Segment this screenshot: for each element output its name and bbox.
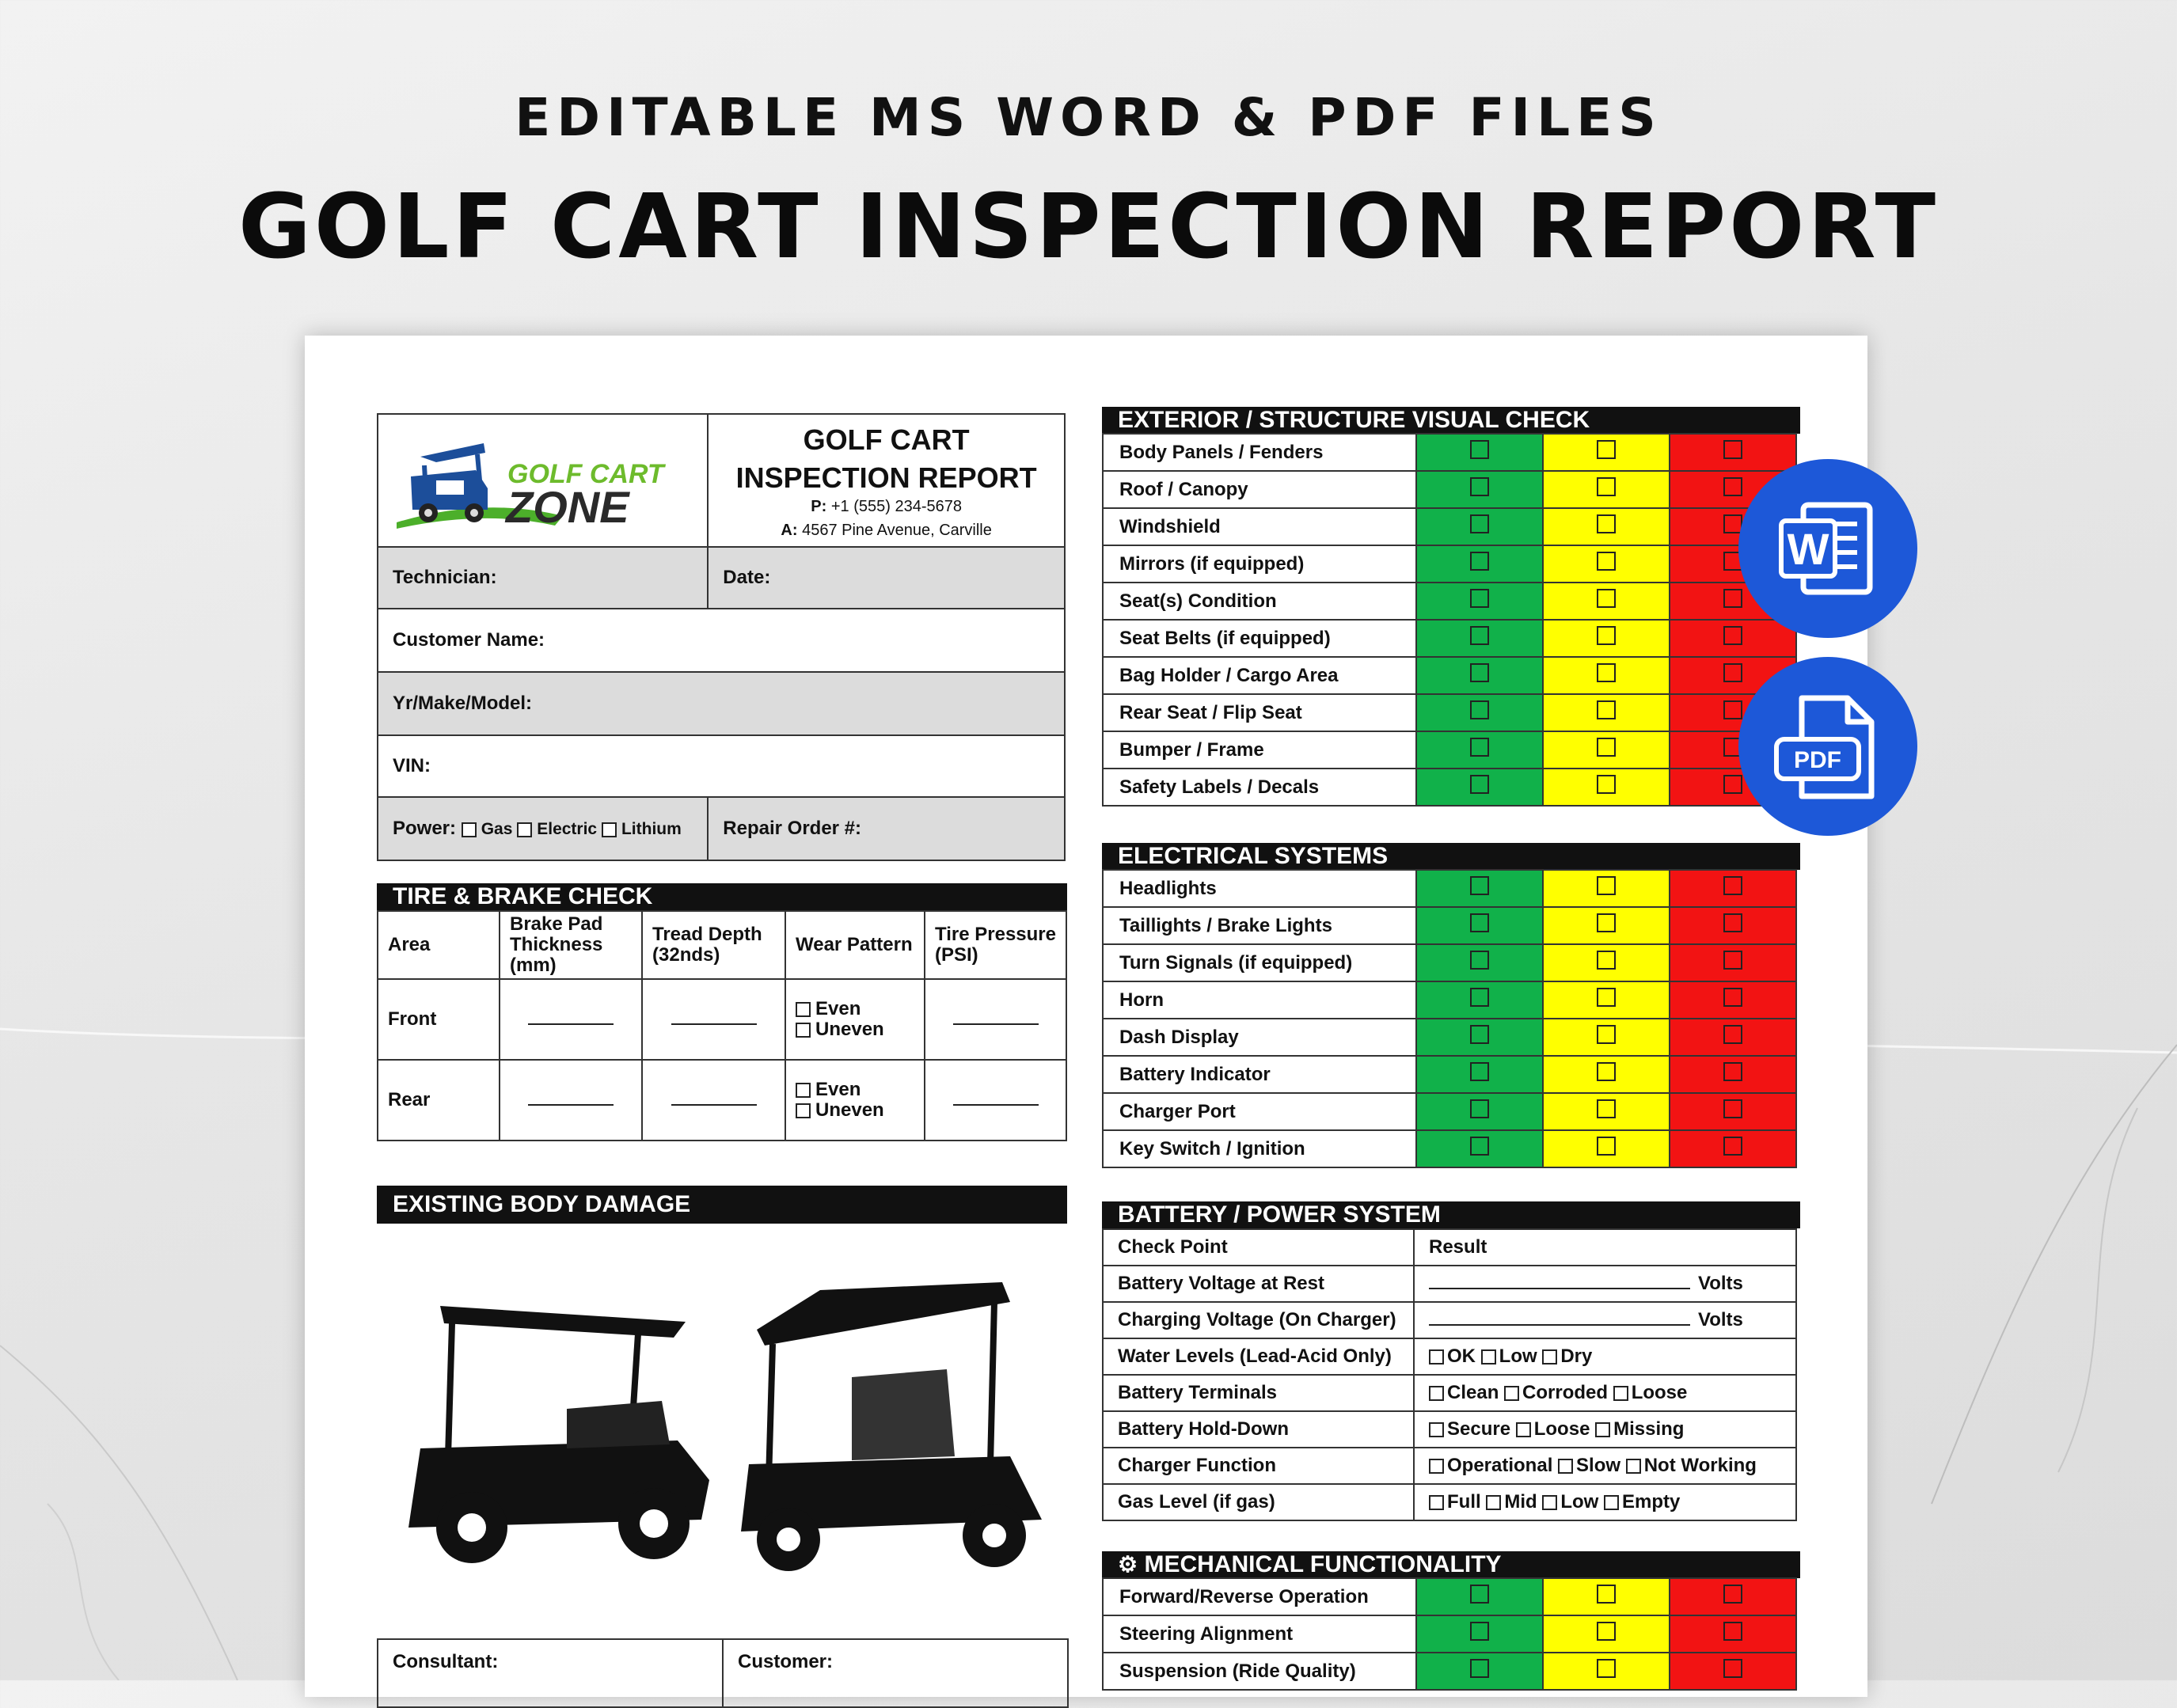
- mechanical-table: [1102, 1577, 1797, 1691]
- golf-cart-side-icon: [408, 1306, 709, 1563]
- mechanical-item-label: Forward/Reverse Operation: [1103, 1578, 1416, 1615]
- caution-checkbox[interactable]: [1597, 1062, 1616, 1081]
- caution-checkbox[interactable]: [1597, 626, 1616, 645]
- good-checkbox[interactable]: [1470, 1622, 1489, 1641]
- caution-checkbox[interactable]: [1597, 1137, 1616, 1156]
- golf-cart-front-icon: [741, 1282, 1042, 1571]
- electrical-good-cell: [1416, 1056, 1543, 1093]
- caution-checkbox[interactable]: [1597, 876, 1616, 895]
- logo-text-top: GOLF CART: [507, 459, 664, 489]
- good-checkbox[interactable]: [1470, 951, 1489, 970]
- table-row: [1103, 1019, 1796, 1056]
- exterior-item-label: Roof / Canopy: [1103, 471, 1416, 508]
- word-badge: [1738, 459, 1917, 638]
- electrical-bad-cell: [1670, 1019, 1796, 1056]
- electrical-caution-cell: [1543, 1056, 1670, 1093]
- mid-checkbox[interactable]: [1486, 1495, 1501, 1510]
- good-checkbox[interactable]: [1470, 1659, 1489, 1678]
- col-wear-pattern: Wear Pattern: [785, 911, 925, 979]
- caution-checkbox[interactable]: [1597, 1585, 1616, 1604]
- electrical-item-label: Headlights: [1103, 870, 1416, 907]
- mechanical-bad-cell: [1670, 1615, 1796, 1653]
- electrical-item-label: Horn: [1103, 981, 1416, 1019]
- caution-checkbox[interactable]: [1597, 514, 1616, 533]
- exterior-item-label: Seat(s) Condition: [1103, 583, 1416, 620]
- electrical-table: [1102, 869, 1797, 1168]
- table-row: [1103, 870, 1796, 907]
- tire-brake-title: TIRE & BRAKE CHECK: [377, 883, 1067, 910]
- option-label: Missing: [1613, 1418, 1685, 1440]
- power-options: [462, 820, 682, 838]
- battery-hold-down-options: [1414, 1411, 1796, 1448]
- electrical-caution-cell: [1543, 870, 1670, 907]
- mechanical-caution-cell: [1543, 1578, 1670, 1615]
- signature-table: [377, 1638, 1069, 1708]
- electrical-item-label: Key Switch / Ignition: [1103, 1130, 1416, 1167]
- electrical-item-label: Charger Port: [1103, 1093, 1416, 1130]
- mechanical-item-label: Suspension (Ride Quality): [1103, 1653, 1416, 1690]
- caution-checkbox[interactable]: [1597, 738, 1616, 757]
- exterior-good-cell: [1416, 657, 1543, 694]
- mechanical-bad-cell: [1670, 1653, 1796, 1690]
- electrical-item-label: Dash Display: [1103, 1019, 1416, 1056]
- power-field: [378, 797, 708, 860]
- option-label: Not Working: [1643, 1455, 1757, 1476]
- table-row: [1103, 1338, 1796, 1375]
- logo-text-bottom: ZONE: [505, 482, 629, 532]
- electrical-good-cell: [1416, 944, 1543, 981]
- option-label: Loose: [1631, 1382, 1688, 1403]
- battery-table: [1102, 1228, 1797, 1521]
- clean-checkbox[interactable]: [1429, 1386, 1444, 1401]
- electrical-good-cell: [1416, 1130, 1543, 1167]
- electrical-good-cell: [1416, 907, 1543, 944]
- mechanical-good-cell: [1416, 1653, 1543, 1690]
- customer-name-field[interactable]: Customer Name:: [378, 609, 1065, 672]
- pdf-label: PDF: [1794, 747, 1841, 773]
- caution-checkbox[interactable]: [1597, 1099, 1616, 1118]
- mechanical-title: [1102, 1551, 1800, 1578]
- caution-checkbox[interactable]: [1597, 1622, 1616, 1641]
- gas-level-options: [1414, 1484, 1796, 1520]
- col-area: Area: [378, 911, 500, 979]
- rear-wear-options: [785, 1060, 925, 1141]
- option-label: Mid: [1504, 1491, 1537, 1513]
- table-row: [1103, 981, 1796, 1019]
- bad-checkbox[interactable]: [1723, 1025, 1742, 1044]
- electrical-bad-cell: [1670, 1093, 1796, 1130]
- exterior-caution-cell: [1543, 508, 1670, 545]
- electrical-bad-cell: [1670, 1130, 1796, 1167]
- table-row: [1103, 694, 1796, 731]
- exterior-item-label: Seat Belts (if equipped): [1103, 620, 1416, 657]
- option-label: Operational: [1447, 1455, 1553, 1476]
- report-title-line2: INSPECTION REPORT: [735, 461, 1037, 494]
- not-working-checkbox[interactable]: [1626, 1459, 1641, 1474]
- front-even-checkbox[interactable]: [796, 1002, 811, 1017]
- bad-checkbox[interactable]: [1723, 1137, 1742, 1156]
- table-row: [1103, 1375, 1796, 1411]
- good-checkbox[interactable]: [1470, 913, 1489, 932]
- lithium-checkbox[interactable]: [602, 822, 617, 837]
- dry-checkbox[interactable]: [1542, 1349, 1557, 1365]
- electrical-caution-cell: [1543, 944, 1670, 981]
- empty-checkbox[interactable]: [1604, 1495, 1619, 1510]
- gas-level-label: Gas Level (if gas): [1103, 1484, 1414, 1520]
- company-address: [709, 518, 1064, 542]
- consultant-field[interactable]: Consultant:: [378, 1639, 723, 1707]
- col-tire-pressure: Tire Pressure (PSI): [925, 911, 1066, 979]
- table-row: [1103, 1448, 1796, 1484]
- exterior-good-cell: [1416, 434, 1543, 471]
- exterior-good-cell: [1416, 731, 1543, 769]
- good-checkbox[interactable]: [1470, 988, 1489, 1007]
- pdf-file-icon: [1738, 657, 1917, 836]
- secure-checkbox[interactable]: [1429, 1422, 1444, 1437]
- table-row: [1103, 1411, 1796, 1448]
- exterior-item-label: Windshield: [1103, 508, 1416, 545]
- caution-checkbox[interactable]: [1597, 440, 1616, 459]
- electrical-bad-cell: [1670, 907, 1796, 944]
- good-checkbox[interactable]: [1470, 700, 1489, 719]
- volts-unit: Volts: [1698, 1273, 1743, 1294]
- exterior-title: EXTERIOR / STRUCTURE VISUAL CHECK: [1102, 407, 1800, 434]
- address-value: 4567 Pine Avenue, Carville: [802, 522, 992, 539]
- exterior-item-label: Rear Seat / Flip Seat: [1103, 694, 1416, 731]
- battery-title: BATTERY / POWER SYSTEM: [1102, 1201, 1800, 1228]
- table-row: [378, 1060, 1066, 1141]
- loose-checkbox[interactable]: [1516, 1422, 1531, 1437]
- exterior-good-cell: [1416, 471, 1543, 508]
- company-logo: [378, 421, 707, 540]
- volts-unit: Volts: [1698, 1309, 1743, 1330]
- missing-checkbox[interactable]: [1595, 1422, 1610, 1437]
- table-row: [1103, 1615, 1796, 1653]
- even-label: Even: [815, 998, 861, 1019]
- body-damage-title: EXISTING BODY DAMAGE: [377, 1186, 1067, 1224]
- good-checkbox[interactable]: [1470, 663, 1489, 682]
- col-result: Result: [1414, 1229, 1796, 1266]
- option-label: Dry: [1560, 1346, 1593, 1367]
- exterior-caution-cell: [1543, 620, 1670, 657]
- exterior-item-label: Safety Labels / Decals: [1103, 769, 1416, 806]
- bad-checkbox[interactable]: [1723, 1062, 1742, 1081]
- exterior-item-label: Bag Holder / Cargo Area: [1103, 657, 1416, 694]
- mechanical-good-cell: [1416, 1615, 1543, 1653]
- bad-checkbox[interactable]: [1723, 988, 1742, 1007]
- table-row: [1103, 545, 1796, 583]
- date-field[interactable]: Date:: [708, 547, 1065, 609]
- uneven-label: Uneven: [815, 1099, 884, 1121]
- mechanical-caution-cell: [1543, 1615, 1670, 1653]
- good-checkbox[interactable]: [1470, 514, 1489, 533]
- table-row: [1103, 1093, 1796, 1130]
- bad-checkbox[interactable]: [1723, 1622, 1742, 1641]
- option-label: Low: [1499, 1346, 1537, 1367]
- exterior-good-cell: [1416, 620, 1543, 657]
- electrical-item-label: Turn Signals (if equipped): [1103, 944, 1416, 981]
- gear-icon: ⚙: [1118, 1552, 1138, 1577]
- water-levels-label: Water Levels (Lead-Acid Only): [1103, 1338, 1414, 1375]
- rear-even-checkbox[interactable]: [796, 1083, 811, 1098]
- front-uneven-checkbox[interactable]: [796, 1023, 811, 1038]
- slow-checkbox[interactable]: [1558, 1459, 1573, 1474]
- exterior-good-cell: [1416, 769, 1543, 806]
- electrical-item-label: Battery Indicator: [1103, 1056, 1416, 1093]
- exterior-caution-cell: [1543, 731, 1670, 769]
- report-header: [377, 413, 1066, 860]
- caution-checkbox[interactable]: [1597, 552, 1616, 571]
- good-checkbox[interactable]: [1470, 589, 1489, 608]
- battery-voltage-label: Battery Voltage at Rest: [1103, 1266, 1414, 1302]
- electrical-caution-cell: [1543, 907, 1670, 944]
- corroded-checkbox[interactable]: [1504, 1386, 1519, 1401]
- good-checkbox[interactable]: [1470, 1062, 1489, 1081]
- electrical-caution-cell: [1543, 1019, 1670, 1056]
- ok-checkbox[interactable]: [1429, 1349, 1444, 1365]
- option-label: Corroded: [1522, 1382, 1609, 1403]
- good-checkbox[interactable]: [1470, 552, 1489, 571]
- caution-checkbox[interactable]: [1597, 951, 1616, 970]
- table-row: [1103, 1302, 1796, 1338]
- table-row: [1103, 1266, 1796, 1302]
- bad-checkbox[interactable]: [1723, 1099, 1742, 1118]
- electrical-bad-cell: [1670, 944, 1796, 981]
- exterior-caution-cell: [1543, 471, 1670, 508]
- golf-cart-diagram: [377, 1258, 1066, 1591]
- technician-field[interactable]: Technician:: [378, 547, 708, 609]
- caution-checkbox[interactable]: [1597, 477, 1616, 496]
- uneven-label: Uneven: [815, 1019, 884, 1040]
- electrical-title: ELECTRICAL SYSTEMS: [1102, 843, 1800, 870]
- word-letter: W: [1787, 524, 1829, 574]
- caution-checkbox[interactable]: [1597, 1025, 1616, 1044]
- option-label: Secure: [1447, 1418, 1511, 1440]
- bad-checkbox[interactable]: [1723, 1659, 1742, 1678]
- mechanical-caution-cell: [1543, 1653, 1670, 1690]
- table-row: [1103, 907, 1796, 944]
- electrical-caution-cell: [1543, 981, 1670, 1019]
- electrical-bad-cell: [1670, 981, 1796, 1019]
- exterior-caution-cell: [1543, 694, 1670, 731]
- good-checkbox[interactable]: [1470, 1099, 1489, 1118]
- good-checkbox[interactable]: [1470, 1137, 1489, 1156]
- electric-option-label: Electric: [537, 820, 598, 838]
- good-checkbox[interactable]: [1470, 775, 1489, 794]
- phone-label: P:: [811, 498, 827, 515]
- banner-subtitle: EDITABLE MS WORD & PDF FILES: [515, 87, 1662, 148]
- battery-terminals-label: Battery Terminals: [1103, 1375, 1414, 1411]
- option-label: Low: [1560, 1491, 1599, 1513]
- low-checkbox[interactable]: [1481, 1349, 1496, 1365]
- front-wear-options: [785, 979, 925, 1060]
- charging-voltage-label: Charging Voltage (On Charger): [1103, 1302, 1414, 1338]
- full-checkbox[interactable]: [1429, 1495, 1444, 1510]
- caution-checkbox[interactable]: [1597, 663, 1616, 682]
- address-label: A:: [781, 522, 798, 539]
- bad-checkbox[interactable]: [1723, 1585, 1742, 1604]
- exterior-item-label: Body Panels / Fenders: [1103, 434, 1416, 471]
- charger-function-label: Charger Function: [1103, 1448, 1414, 1484]
- caution-checkbox[interactable]: [1597, 913, 1616, 932]
- gas-checkbox[interactable]: [462, 822, 477, 837]
- option-label: OK: [1447, 1346, 1476, 1367]
- electric-checkbox[interactable]: [517, 822, 532, 837]
- electrical-good-cell: [1416, 1019, 1543, 1056]
- report-title-line1: GOLF CART: [803, 423, 970, 456]
- table-row: [1103, 508, 1796, 545]
- company-phone: [709, 495, 1064, 518]
- yr-make-model-field[interactable]: Yr/Make/Model:: [378, 672, 1065, 735]
- front-tread-input[interactable]: [642, 979, 785, 1060]
- option-label: Full: [1447, 1491, 1481, 1513]
- caution-checkbox[interactable]: [1597, 988, 1616, 1007]
- good-checkbox[interactable]: [1470, 440, 1489, 459]
- mechanical-item-label: Steering Alignment: [1103, 1615, 1416, 1653]
- mechanical-title-text: MECHANICAL FUNCTIONALITY: [1144, 1551, 1502, 1577]
- exterior-good-cell: [1416, 694, 1543, 731]
- battery-voltage-input[interactable]: [1414, 1266, 1796, 1302]
- mechanical-good-cell: [1416, 1578, 1543, 1615]
- good-checkbox[interactable]: [1470, 1585, 1489, 1604]
- table-row: [1103, 1130, 1796, 1167]
- good-checkbox[interactable]: [1470, 626, 1489, 645]
- row-rear-label: Rear: [378, 1060, 500, 1141]
- electrical-caution-cell: [1543, 1093, 1670, 1130]
- table-row: [1103, 731, 1796, 769]
- table-row: [1103, 1578, 1796, 1615]
- good-checkbox[interactable]: [1470, 876, 1489, 895]
- operational-checkbox[interactable]: [1429, 1459, 1444, 1474]
- row-front-label: Front: [378, 979, 500, 1060]
- caution-checkbox[interactable]: [1597, 589, 1616, 608]
- mechanical-bad-cell: [1670, 1578, 1796, 1615]
- front-pressure-input[interactable]: [925, 979, 1066, 1060]
- exterior-item-label: Bumper / Frame: [1103, 731, 1416, 769]
- exterior-caution-cell: [1543, 545, 1670, 583]
- vin-field[interactable]: VIN:: [378, 735, 1065, 797]
- electrical-item-label: Taillights / Brake Lights: [1103, 907, 1416, 944]
- electrical-caution-cell: [1543, 1130, 1670, 1167]
- pdf-badge: [1738, 657, 1917, 836]
- table-row: [1103, 583, 1796, 620]
- even-label: Even: [815, 1079, 861, 1100]
- logo-cell: [378, 414, 708, 547]
- battery-hold-down-label: Battery Hold-Down: [1103, 1411, 1414, 1448]
- table-row: [1103, 1653, 1796, 1690]
- caution-checkbox[interactable]: [1597, 775, 1616, 794]
- good-checkbox[interactable]: [1470, 738, 1489, 757]
- phone-value: +1 (555) 234-5678: [830, 498, 962, 515]
- electrical-bad-cell: [1670, 870, 1796, 907]
- rear-pressure-input[interactable]: [925, 1060, 1066, 1141]
- battery-terminals-options: [1414, 1375, 1796, 1411]
- power-label: Power:: [393, 818, 457, 839]
- col-check-point: Check Point: [1103, 1229, 1414, 1266]
- caution-checkbox[interactable]: [1597, 1659, 1616, 1678]
- bad-checkbox[interactable]: [1723, 951, 1742, 970]
- caution-checkbox[interactable]: [1597, 700, 1616, 719]
- option-label: Loose: [1533, 1418, 1590, 1440]
- electrical-good-cell: [1416, 981, 1543, 1019]
- table-row: [1103, 1056, 1796, 1093]
- col-brake-pad: Brake Pad Thickness (mm): [500, 911, 642, 979]
- rear-tread-input[interactable]: [642, 1060, 785, 1141]
- front-brake-pad-input[interactable]: [500, 979, 642, 1060]
- tire-brake-table: [377, 910, 1067, 1141]
- electrical-good-cell: [1416, 1093, 1543, 1130]
- low-checkbox[interactable]: [1542, 1495, 1557, 1510]
- lithium-option-label: Lithium: [621, 820, 682, 838]
- option-label: Slow: [1576, 1455, 1621, 1476]
- exterior-table: [1102, 433, 1797, 807]
- charging-voltage-input[interactable]: [1414, 1302, 1796, 1338]
- exterior-caution-cell: [1543, 657, 1670, 694]
- good-checkbox[interactable]: [1470, 1025, 1489, 1044]
- table-row: [1103, 471, 1796, 508]
- table-row: [1103, 769, 1796, 806]
- gas-option-label: Gas: [481, 820, 513, 838]
- banner-title: GOLF CART INSPECTION REPORT: [237, 176, 1939, 279]
- table-row: [1103, 1484, 1796, 1520]
- exterior-caution-cell: [1543, 583, 1670, 620]
- charger-function-options: [1414, 1448, 1796, 1484]
- bad-checkbox[interactable]: [1723, 913, 1742, 932]
- exterior-good-cell: [1416, 545, 1543, 583]
- good-checkbox[interactable]: [1470, 477, 1489, 496]
- rear-brake-pad-input[interactable]: [500, 1060, 642, 1141]
- water-levels-options: [1414, 1338, 1796, 1375]
- word-file-icon: [1738, 459, 1917, 638]
- table-row: [1103, 657, 1796, 694]
- table-row: [1103, 944, 1796, 981]
- table-row: [378, 979, 1066, 1060]
- report-title-cell: [708, 414, 1065, 547]
- bad-checkbox[interactable]: [1723, 876, 1742, 895]
- bad-checkbox[interactable]: [1723, 440, 1742, 459]
- table-row: [1103, 620, 1796, 657]
- table-row: [1103, 434, 1796, 471]
- exterior-caution-cell: [1543, 769, 1670, 806]
- rear-uneven-checkbox[interactable]: [796, 1103, 811, 1118]
- col-tread-depth: Tread Depth (32nds): [642, 911, 785, 979]
- exterior-good-cell: [1416, 583, 1543, 620]
- electrical-good-cell: [1416, 870, 1543, 907]
- loose-checkbox[interactable]: [1613, 1386, 1628, 1401]
- electrical-bad-cell: [1670, 1056, 1796, 1093]
- exterior-good-cell: [1416, 508, 1543, 545]
- exterior-item-label: Mirrors (if equipped): [1103, 545, 1416, 583]
- golf-cart-logo-icon: [389, 421, 697, 540]
- option-label: Clean: [1447, 1382, 1499, 1403]
- option-label: Empty: [1622, 1491, 1681, 1513]
- customer-signature-field[interactable]: Customer:: [723, 1639, 1068, 1707]
- repair-order-field[interactable]: Repair Order #:: [708, 797, 1065, 860]
- exterior-caution-cell: [1543, 434, 1670, 471]
